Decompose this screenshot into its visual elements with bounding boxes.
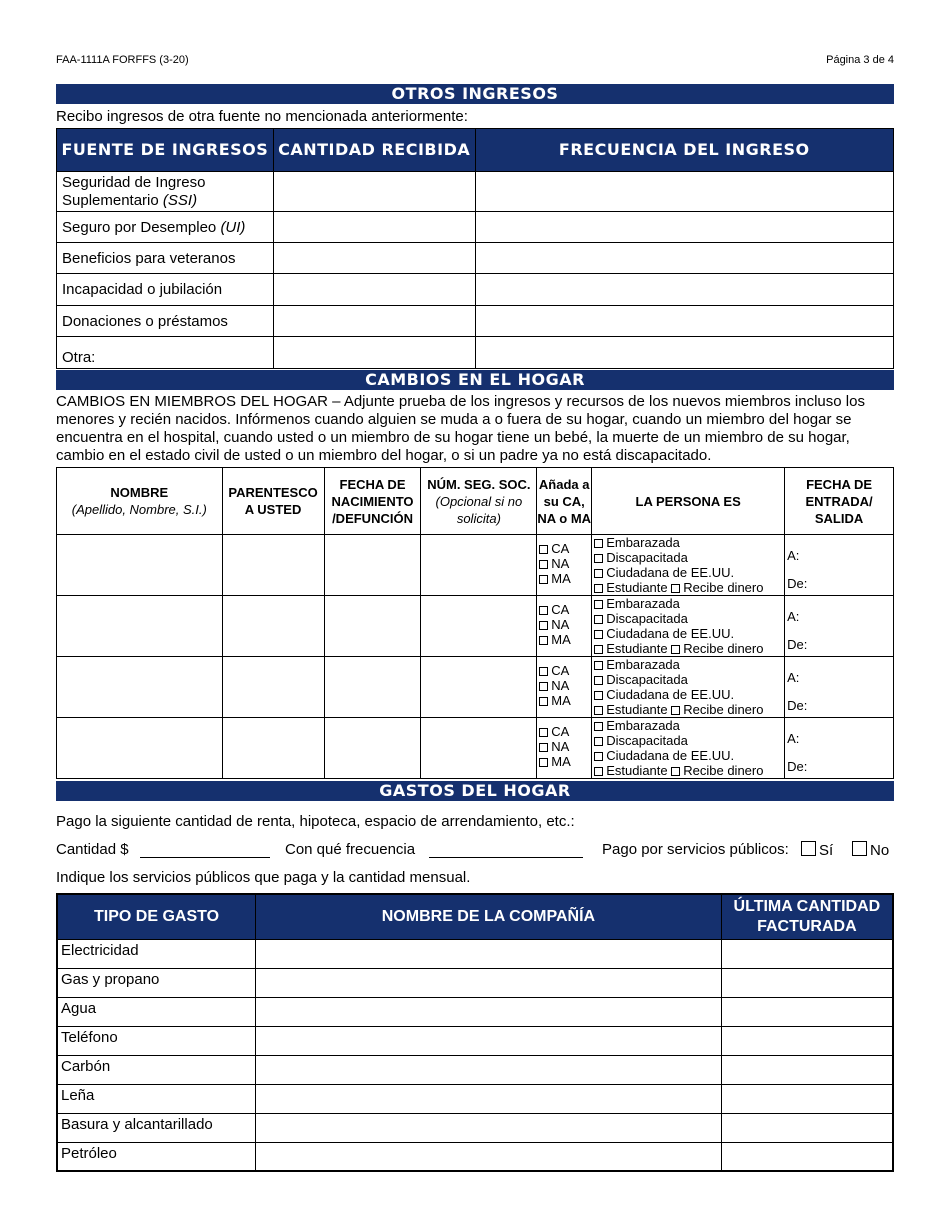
- otros-ingresos-intro: Recibo ingresos de otra fuente no mencionada anteriormente:: [56, 108, 468, 125]
- ssn-cell[interactable]: [421, 596, 537, 657]
- col-anada: Añada a su CA, NA o MA: [537, 468, 592, 535]
- income-frequency-cell[interactable]: [475, 306, 893, 337]
- compania-cell[interactable]: [256, 997, 722, 1026]
- program-label: NA: [551, 617, 570, 632]
- income-abbr: (UI): [220, 218, 246, 236]
- checkbox-icon[interactable]: [671, 584, 680, 593]
- checkbox-icon[interactable]: [594, 706, 603, 715]
- entrada-cell[interactable]: [785, 596, 894, 657]
- income-amount-cell[interactable]: [273, 212, 475, 243]
- checkbox-icon[interactable]: [594, 722, 603, 731]
- compania-cell[interactable]: [256, 1026, 722, 1055]
- program-cell: [537, 718, 592, 779]
- discapacitada-option[interactable]: [594, 611, 784, 626]
- ultima-cantidad-cell[interactable]: [721, 997, 893, 1026]
- checkbox-icon[interactable]: [539, 758, 548, 767]
- member-row: [57, 718, 894, 779]
- checkbox-icon[interactable]: [539, 560, 548, 569]
- label-a: A:: [787, 548, 800, 563]
- otros-ingresos-title: OTROS INGRESOS: [56, 84, 894, 104]
- estudiante-option[interactable]: [594, 702, 784, 717]
- gasto-tipo: Basura y alcantarillado: [57, 1113, 256, 1142]
- checkbox-icon[interactable]: [594, 569, 603, 578]
- recibe-label: Recibe dinero: [683, 763, 764, 778]
- compania-cell[interactable]: [256, 1084, 722, 1113]
- program-cell: [537, 535, 592, 596]
- estudiante-option[interactable]: [594, 763, 784, 778]
- col-parentesco: PARENTESCO A USTED: [222, 468, 324, 535]
- embarazada-label: Embarazada: [606, 596, 680, 611]
- frecuencia-label: Con qué frecuencia: [285, 841, 416, 858]
- ciudadana-label: Ciudadana de EE.UU.: [606, 565, 735, 580]
- checkbox-icon[interactable]: [539, 636, 548, 645]
- program-label: MA: [551, 693, 571, 708]
- entrada-cell[interactable]: [785, 657, 894, 718]
- checkbox-icon[interactable]: [594, 600, 603, 609]
- program-option[interactable]: [539, 663, 591, 678]
- checkbox-icon[interactable]: [594, 767, 603, 776]
- persona-cell: [592, 657, 785, 718]
- program-option[interactable]: [539, 739, 591, 754]
- program-label: MA: [551, 571, 571, 586]
- gasto-tipo: Petróleo: [57, 1142, 256, 1171]
- discapacitada-option[interactable]: [594, 550, 784, 565]
- checkbox-icon[interactable]: [594, 584, 603, 593]
- income-label: Seguridad de Ingreso Suplementario: [62, 173, 206, 209]
- income-frequency-cell[interactable]: [475, 172, 893, 212]
- gastos-table: [56, 893, 894, 1172]
- program-label: NA: [551, 556, 570, 571]
- gasto-tipo: Electricidad: [57, 939, 256, 968]
- parentesco-cell[interactable]: [222, 535, 324, 596]
- discapacitada-label: Discapacitada: [606, 550, 688, 565]
- member-row: [57, 596, 894, 657]
- program-option[interactable]: [539, 541, 591, 556]
- embarazada-option[interactable]: [594, 657, 784, 672]
- cambios-title: CAMBIOS EN EL HOGAR: [56, 370, 894, 390]
- gasto-row: [57, 1113, 893, 1142]
- fecha-cell[interactable]: [324, 535, 421, 596]
- gasto-tipo: Leña: [57, 1084, 256, 1113]
- discapacitada-option[interactable]: [594, 672, 784, 687]
- ciudadana-label: Ciudadana de EE.UU.: [606, 748, 735, 763]
- program-option[interactable]: [539, 724, 591, 739]
- income-row: [57, 274, 894, 306]
- label-de: De:: [787, 637, 808, 652]
- estudiante-label: Estudiante: [606, 702, 668, 717]
- fecha-cell[interactable]: [324, 657, 421, 718]
- col-fuente: FUENTE DE INGRESOS: [57, 129, 274, 172]
- discapacitada-label: Discapacitada: [606, 672, 688, 687]
- program-label: NA: [551, 739, 570, 754]
- program-label: CA: [551, 724, 570, 739]
- income-frequency-cell[interactable]: [475, 337, 893, 369]
- gastos-line3: Indique los servicios públicos que paga y la cantidad mensual.: [56, 869, 471, 886]
- form-id: FAA-1111A FORFFS (3-20): [56, 54, 189, 66]
- col-ultima: ÚLTIMA CANTIDAD FACTURADA: [721, 894, 893, 939]
- nombre-cell[interactable]: [57, 535, 223, 596]
- ultima-cantidad-cell[interactable]: [721, 1113, 893, 1142]
- income-amount-cell[interactable]: [273, 172, 475, 212]
- label-de: De:: [787, 698, 808, 713]
- program-label: NA: [551, 678, 570, 693]
- income-frequency-cell[interactable]: [475, 274, 893, 306]
- gasto-tipo: Agua: [57, 997, 256, 1026]
- checkbox-icon[interactable]: [671, 767, 680, 776]
- checkbox-icon[interactable]: [852, 841, 867, 856]
- col-compania: NOMBRE DE LA COMPAÑÍA: [256, 894, 722, 939]
- checkbox-icon[interactable]: [539, 743, 548, 752]
- checkbox-icon[interactable]: [539, 606, 548, 615]
- page-number: Página 3 de 4: [826, 54, 894, 66]
- program-label: MA: [551, 632, 571, 647]
- label-a: A:: [787, 609, 800, 624]
- checkbox-icon[interactable]: [594, 752, 603, 761]
- entrada-cell[interactable]: [785, 535, 894, 596]
- ciudadana-option[interactable]: [594, 687, 784, 702]
- col-ssn: NÚM. SEG. SOC.: [427, 476, 531, 492]
- ciudadana-option[interactable]: [594, 565, 784, 580]
- income-row: [57, 172, 894, 212]
- gasto-row: [57, 968, 893, 997]
- estudiante-label: Estudiante: [606, 580, 668, 595]
- ultima-cantidad-cell[interactable]: [721, 1142, 893, 1171]
- checkbox-icon[interactable]: [539, 621, 548, 630]
- label-de: De:: [787, 759, 808, 774]
- checkbox-icon[interactable]: [594, 691, 603, 700]
- embarazada-label: Embarazada: [606, 657, 680, 672]
- ultima-cantidad-cell[interactable]: [721, 1084, 893, 1113]
- member-row: [57, 535, 894, 596]
- program-cell: [537, 596, 592, 657]
- col-frecuencia: FRECUENCIA DEL INGRESO: [475, 129, 893, 172]
- recibe-label: Recibe dinero: [683, 641, 764, 656]
- gasto-tipo: Gas y propano: [57, 968, 256, 997]
- servicios-label: Pago por servicios públicos:: [602, 841, 789, 858]
- entrada-cell[interactable]: [785, 718, 894, 779]
- checkbox-icon[interactable]: [539, 682, 548, 691]
- nombre-cell[interactable]: [57, 718, 223, 779]
- member-row: [57, 657, 894, 718]
- estudiante-label: Estudiante: [606, 763, 668, 778]
- checkbox-icon[interactable]: [594, 539, 603, 548]
- parentesco-cell[interactable]: [222, 596, 324, 657]
- gasto-row: [57, 1055, 893, 1084]
- program-option[interactable]: [539, 556, 591, 571]
- ciudadana-option[interactable]: [594, 748, 784, 763]
- col-cantidad: CANTIDAD RECIBIDA: [273, 129, 475, 172]
- income-row: [57, 306, 894, 337]
- checkbox-icon[interactable]: [594, 645, 603, 654]
- income-frequency-cell[interactable]: [475, 212, 893, 243]
- checkbox-icon[interactable]: [594, 676, 603, 685]
- ciudadana-label: Ciudadana de EE.UU.: [606, 626, 735, 641]
- income-row: [57, 243, 894, 274]
- discapacitada-option[interactable]: [594, 733, 784, 748]
- program-option[interactable]: [539, 617, 591, 632]
- checkbox-icon[interactable]: [671, 706, 680, 715]
- income-frequency-cell[interactable]: [475, 243, 893, 274]
- discapacitada-label: Discapacitada: [606, 611, 688, 626]
- label-a: A:: [787, 670, 800, 685]
- servicios-no[interactable]: [852, 841, 889, 859]
- checkbox-icon[interactable]: [539, 667, 548, 676]
- servicios-si[interactable]: [801, 841, 833, 859]
- embarazada-label: Embarazada: [606, 718, 680, 733]
- ultima-cantidad-cell[interactable]: [721, 968, 893, 997]
- nombre-cell[interactable]: [57, 657, 223, 718]
- recibe-label: Recibe dinero: [683, 580, 764, 595]
- program-label: CA: [551, 602, 570, 617]
- gasto-row: [57, 1084, 893, 1113]
- col-nombre-sub: (Apellido, Nombre, S.I.): [71, 502, 207, 517]
- income-label: Seguro por Desempleo: [62, 218, 217, 236]
- gasto-row: [57, 1026, 893, 1055]
- no-label: No: [870, 842, 890, 859]
- persona-cell: [592, 596, 785, 657]
- estudiante-option[interactable]: [594, 580, 784, 595]
- checkbox-icon[interactable]: [539, 575, 548, 584]
- checkbox-icon[interactable]: [594, 615, 603, 624]
- income-label: Otra:: [57, 337, 274, 369]
- label-de: De:: [787, 576, 808, 591]
- program-option[interactable]: [539, 632, 591, 647]
- gasto-row: [57, 1142, 893, 1171]
- embarazada-option[interactable]: [594, 596, 784, 611]
- compania-cell[interactable]: [256, 1113, 722, 1142]
- program-option[interactable]: [539, 571, 591, 586]
- recibe-label: Recibe dinero: [683, 702, 764, 717]
- program-option[interactable]: [539, 754, 591, 769]
- ssn-cell[interactable]: [421, 718, 537, 779]
- checkbox-icon[interactable]: [539, 697, 548, 706]
- nombre-cell[interactable]: [57, 596, 223, 657]
- estudiante-option[interactable]: [594, 641, 784, 656]
- program-option[interactable]: [539, 678, 591, 693]
- cambios-table: [56, 467, 894, 779]
- label-a: A:: [787, 731, 800, 746]
- program-label: MA: [551, 754, 571, 769]
- income-label: Incapacidad o jubilación: [57, 274, 274, 306]
- cantidad-input[interactable]: [140, 841, 270, 858]
- fecha-cell[interactable]: [324, 596, 421, 657]
- fecha-cell[interactable]: [324, 718, 421, 779]
- gastos-line2: [56, 841, 896, 861]
- checkbox-icon[interactable]: [594, 661, 603, 670]
- embarazada-label: Embarazada: [606, 535, 680, 550]
- checkbox-icon[interactable]: [594, 737, 603, 746]
- estudiante-label: Estudiante: [606, 641, 668, 656]
- program-option[interactable]: [539, 693, 591, 708]
- ultima-cantidad-cell[interactable]: [721, 1026, 893, 1055]
- persona-cell: [592, 535, 785, 596]
- gastos-title: GASTOS DEL HOGAR: [56, 781, 894, 801]
- ciudadana-label: Ciudadana de EE.UU.: [606, 687, 735, 702]
- col-nombre: NOMBRE: [110, 485, 169, 500]
- checkbox-icon[interactable]: [594, 554, 603, 563]
- gasto-tipo: Carbón: [57, 1055, 256, 1084]
- compania-cell[interactable]: [256, 968, 722, 997]
- income-row: [57, 212, 894, 243]
- income-abbr: (SSI): [162, 191, 198, 209]
- parentesco-cell[interactable]: [222, 657, 324, 718]
- compania-cell[interactable]: [256, 1142, 722, 1171]
- income-amount-cell[interactable]: [273, 337, 475, 369]
- income-row: [57, 337, 894, 369]
- income-amount-cell[interactable]: [273, 274, 475, 306]
- si-label: Sí: [819, 842, 834, 859]
- compania-cell[interactable]: [256, 939, 722, 968]
- program-label: CA: [551, 663, 570, 678]
- col-ssn-sub: (Opcional si no solicita): [435, 493, 523, 526]
- checkbox-icon[interactable]: [801, 841, 816, 856]
- program-cell: [537, 657, 592, 718]
- col-fecha: FECHA DE NACIMIENTO /DEFUNCIÓN: [324, 468, 421, 535]
- income-label: Beneficios para veteranos: [57, 243, 274, 274]
- program-option[interactable]: [539, 602, 591, 617]
- ultima-cantidad-cell[interactable]: [721, 1055, 893, 1084]
- frecuencia-input[interactable]: [429, 841, 583, 858]
- checkbox-icon[interactable]: [671, 645, 680, 654]
- checkbox-icon[interactable]: [539, 545, 548, 554]
- program-label: CA: [551, 541, 570, 556]
- gastos-line1: Pago la siguiente cantidad de renta, hipoteca, espacio de arrendamiento, etc.:: [56, 813, 575, 830]
- checkbox-icon[interactable]: [594, 630, 603, 639]
- ssn-cell[interactable]: [421, 657, 537, 718]
- income-amount-cell[interactable]: [273, 306, 475, 337]
- col-entrada: FECHA DE ENTRADA/ SALIDA: [785, 468, 894, 535]
- income-amount-cell[interactable]: [273, 243, 475, 274]
- gasto-row: [57, 997, 893, 1026]
- parentesco-cell[interactable]: [222, 718, 324, 779]
- checkbox-icon[interactable]: [539, 728, 548, 737]
- otros-ingresos-table: [56, 128, 894, 369]
- col-persona: LA PERSONA ES: [592, 468, 785, 535]
- compania-cell[interactable]: [256, 1055, 722, 1084]
- discapacitada-label: Discapacitada: [606, 733, 688, 748]
- cantidad-label: Cantidad $: [56, 841, 129, 858]
- gasto-row: [57, 939, 893, 968]
- ssn-cell[interactable]: [421, 535, 537, 596]
- ultima-cantidad-cell[interactable]: [721, 939, 893, 968]
- income-label: Donaciones o préstamos: [57, 306, 274, 337]
- gasto-tipo: Teléfono: [57, 1026, 256, 1055]
- embarazada-option[interactable]: [594, 535, 784, 550]
- persona-cell: [592, 718, 785, 779]
- embarazada-option[interactable]: [594, 718, 784, 733]
- col-tipo: TIPO DE GASTO: [57, 894, 256, 939]
- cambios-paragraph: CAMBIOS EN MIEMBROS DEL HOGAR – Adjunte prueba de los ingresos y recursos de los nuevos miembros incluso los menores y recién nacidos. Infórmenos cuando alguien se muda a o fuera de su hogar, cuando un miembro del hogar se encuentra en el hospital, cuando usted o un miembro de su hogar tiene un bebé, la muerte de un miembro de su hogar, cambio en el estado civil de usted o un miembro del hogar, o si un padre ya no está discapacitado.: [56, 393, 865, 464]
- ciudadana-option[interactable]: [594, 626, 784, 641]
